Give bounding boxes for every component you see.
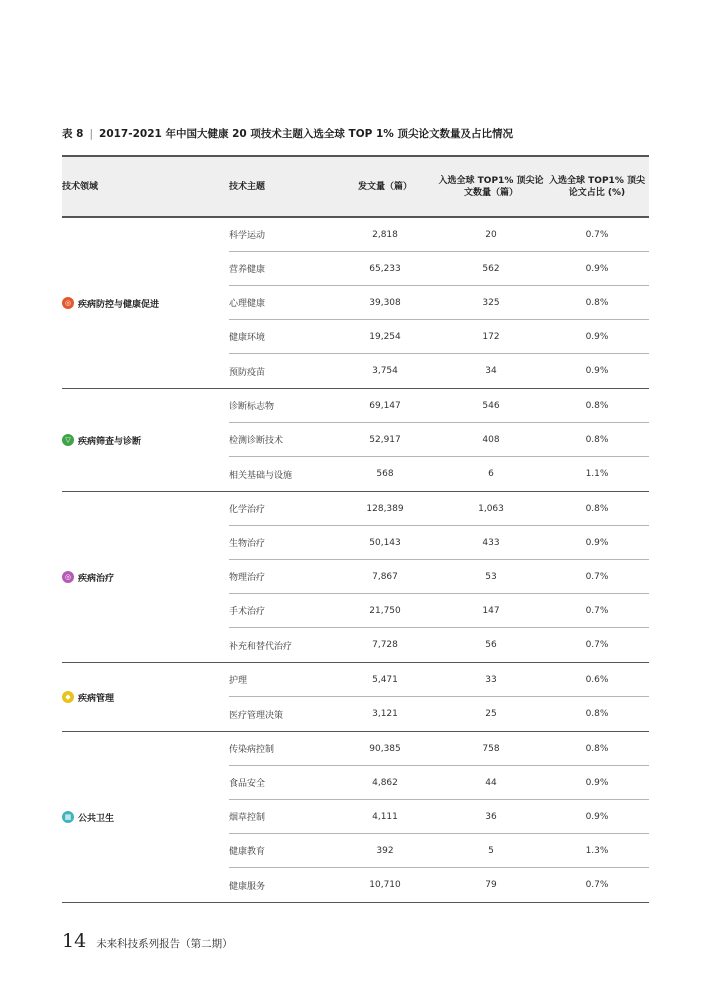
cell-topic: 生物治疗	[229, 539, 266, 549]
cell-topic: 补充和替代治疗	[229, 641, 293, 652]
cell-papers: 128,389	[366, 503, 404, 514]
group-label	[62, 389, 141, 491]
cell-top-ratio: 0.8%	[585, 709, 609, 719]
cell-papers: 2,818	[372, 229, 398, 240]
cell-topic: 烟草控制	[229, 813, 266, 823]
cell-top-ratio: 0.9%	[585, 263, 609, 274]
cell-papers: 3,121	[372, 709, 398, 719]
cell-topic: 手术治疗	[229, 607, 266, 617]
cell-top-papers: 147	[482, 605, 500, 616]
cell-topic: 相关基础与设施	[229, 470, 293, 481]
group-label	[62, 663, 114, 731]
target-icon: ◎	[62, 571, 74, 583]
group-label	[62, 732, 114, 902]
cell-top-papers: 6	[488, 469, 494, 479]
group-name: 公共卫生	[78, 813, 115, 824]
shield-icon: ◎	[62, 297, 74, 309]
cell-top-papers: 36	[485, 811, 497, 822]
cell-top-papers: 433	[482, 537, 500, 548]
cell-papers: 7,867	[372, 571, 398, 582]
group-label	[62, 218, 159, 388]
badge-icon: ◆	[62, 691, 74, 703]
table-group	[62, 663, 649, 732]
cell-papers: 568	[376, 469, 394, 479]
cell-top-papers: 20	[485, 229, 497, 240]
cell-top-ratio: 0.9%	[585, 366, 609, 376]
cell-top-ratio: 0.7%	[585, 640, 609, 650]
cell-top-papers: 172	[482, 331, 500, 342]
cell-top-papers: 25	[485, 709, 497, 719]
cell-papers: 392	[376, 845, 394, 856]
cell-top-papers: 53	[485, 571, 497, 582]
cell-topic: 医疗管理决策	[229, 710, 284, 721]
cell-papers: 19,254	[369, 331, 401, 342]
table-header	[62, 155, 649, 218]
cell-top-papers: 33	[485, 674, 497, 685]
table-row	[229, 732, 649, 766]
cell-top-ratio: 0.6%	[585, 674, 609, 685]
cell-topic: 物理治疗	[229, 573, 266, 583]
cell-top-ratio: 0.7%	[585, 571, 609, 582]
cell-top-ratio: 1.1%	[585, 469, 609, 479]
cell-papers: 69,147	[369, 400, 401, 411]
cell-top-ratio: 0.8%	[585, 503, 609, 514]
cell-top-papers: 79	[485, 880, 497, 890]
table-row	[229, 218, 649, 252]
caption-separator: |	[89, 128, 94, 140]
cell-papers: 90,385	[369, 743, 401, 754]
table-row	[229, 663, 649, 697]
cell-top-ratio: 0.8%	[585, 743, 609, 754]
cell-papers: 21,750	[369, 605, 401, 616]
cell-papers: 10,710	[369, 880, 401, 890]
table-group	[62, 732, 649, 903]
table-row	[229, 766, 649, 800]
header-papers: 发文量（篇）	[357, 181, 412, 192]
page-number: 14	[62, 930, 87, 952]
cell-topic: 心理健康	[229, 299, 266, 309]
table-row	[229, 252, 649, 286]
cell-topic: 健康教育	[229, 847, 266, 857]
table-group	[62, 492, 649, 663]
table-row	[229, 354, 649, 388]
cell-top-papers: 546	[482, 400, 500, 411]
cell-top-ratio: 0.9%	[585, 537, 609, 548]
cell-top-papers: 1,063	[478, 503, 504, 514]
cell-top-papers: 408	[482, 434, 500, 445]
cell-topic: 检测诊断技术	[229, 436, 284, 446]
group-name: 疾病管理	[78, 693, 115, 704]
header-top-papers: 入选全球 TOP1% 顶尖论文数量（篇）	[438, 175, 544, 198]
cell-top-papers: 44	[485, 777, 497, 788]
table-row	[229, 628, 649, 662]
cell-top-ratio: 0.8%	[585, 434, 609, 445]
cell-papers: 65,233	[369, 263, 401, 274]
cell-top-papers: 758	[482, 743, 500, 754]
table-body	[62, 218, 649, 903]
group-name: 疾病筛查与诊断	[78, 436, 142, 447]
cell-topic: 传染病控制	[229, 745, 275, 755]
cell-top-ratio: 0.7%	[585, 229, 609, 240]
cell-topic: 诊断标志物	[229, 402, 275, 412]
table-row	[229, 868, 649, 902]
table-label: 表 8	[62, 128, 84, 140]
cell-top-ratio: 0.9%	[585, 331, 609, 342]
table-row	[229, 457, 649, 491]
header-top-ratio: 入选全球 TOP1% 顶尖论文占比 (%)	[549, 175, 645, 198]
cell-top-ratio: 0.9%	[585, 811, 609, 822]
cell-topic: 护理	[229, 676, 248, 686]
cell-topic: 科学运动	[229, 231, 266, 241]
cell-papers: 4,862	[372, 777, 398, 788]
table-row	[229, 492, 649, 526]
cell-papers: 52,917	[369, 434, 401, 445]
cell-top-papers: 34	[485, 366, 497, 376]
table-row	[229, 560, 649, 594]
report-title: 未来科技系列报告（第二期）	[96, 938, 233, 950]
cell-top-ratio: 0.8%	[585, 297, 609, 308]
table-row	[229, 320, 649, 354]
cell-topic: 健康环境	[229, 333, 266, 343]
header-topic: 技术主题	[229, 181, 266, 192]
cell-top-papers: 5	[488, 845, 494, 856]
building-icon: ▦	[62, 811, 74, 823]
group-name: 疾病防控与健康促进	[78, 299, 160, 310]
cell-top-ratio: 1.3%	[585, 845, 609, 856]
filter-icon: ▽	[62, 434, 74, 446]
table-row	[229, 594, 649, 628]
table-group	[62, 218, 649, 389]
group-name: 疾病治疗	[78, 573, 115, 584]
cell-topic: 预防疫苗	[229, 367, 266, 378]
table-row	[229, 697, 649, 731]
cell-papers: 5,471	[372, 674, 398, 685]
cell-papers: 7,728	[372, 640, 398, 650]
cell-top-ratio: 0.8%	[585, 400, 609, 411]
table-title: 2017-2021 年中国大健康 20 项技术主题入选全球 TOP 1% 顶尖论文数量及占比情况	[99, 128, 513, 140]
table-row	[229, 423, 649, 457]
cell-top-ratio: 0.7%	[585, 605, 609, 616]
table-row	[229, 800, 649, 834]
cell-top-ratio: 0.9%	[585, 777, 609, 788]
cell-top-papers: 562	[482, 263, 500, 274]
cell-top-ratio: 0.7%	[585, 880, 609, 890]
cell-papers: 3,754	[372, 366, 398, 376]
page-footer	[62, 930, 233, 952]
table-row	[229, 834, 649, 868]
cell-topic: 营养健康	[229, 265, 266, 275]
header-field: 技术领域	[62, 181, 99, 192]
table-row	[229, 286, 649, 320]
table-row	[229, 389, 649, 423]
cell-top-papers: 56	[485, 640, 497, 650]
data-table	[62, 155, 649, 903]
table-caption	[62, 126, 662, 141]
table-row	[229, 526, 649, 560]
cell-papers: 4,111	[372, 811, 398, 822]
group-label	[62, 492, 114, 662]
cell-topic: 健康服务	[229, 881, 266, 892]
cell-topic: 化学治疗	[229, 505, 266, 515]
cell-papers: 50,143	[369, 537, 401, 548]
cell-top-papers: 325	[482, 297, 500, 308]
table-group	[62, 389, 649, 492]
cell-papers: 39,308	[369, 297, 401, 308]
cell-topic: 食品安全	[229, 779, 266, 789]
